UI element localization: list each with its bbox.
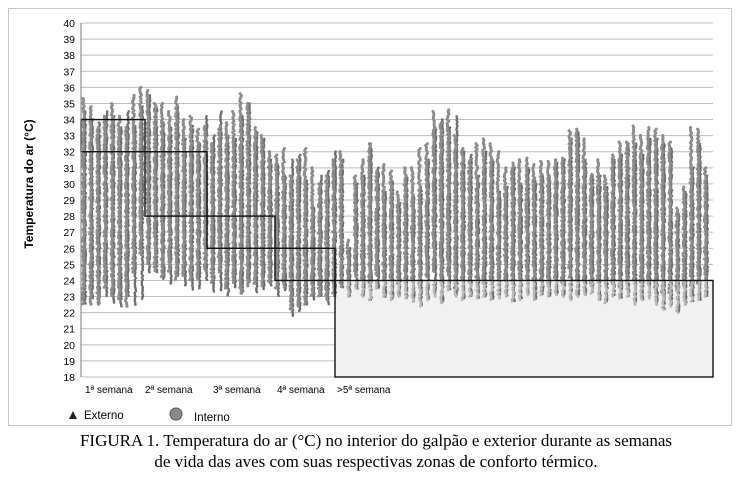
externo-column-12-point (162, 277, 165, 280)
externo-column-16-point (192, 288, 195, 291)
externo-column-20-point (220, 289, 223, 292)
externo-column-8-point (134, 303, 137, 306)
externo-column-4-point (105, 295, 108, 298)
externo-column-15-point (184, 284, 187, 287)
externo-column-5-point (113, 301, 116, 304)
chart-svg (9, 9, 731, 425)
externo-column-18-point (206, 278, 209, 281)
externo-column-35-point (328, 303, 331, 306)
externo-column-33-point (313, 298, 316, 301)
externo-column-30-point (292, 314, 295, 317)
externo-column-6-point (120, 305, 123, 308)
externo-column-29-point (284, 289, 287, 292)
externo-column-25-point (256, 291, 259, 294)
externo-column-31-point (298, 309, 301, 312)
externo-column-10-point (148, 271, 151, 274)
externo-column-22-point (234, 286, 237, 289)
externo-column-19-point (213, 290, 216, 293)
externo-column-9-point (141, 297, 144, 300)
externo-column-61-point (513, 300, 516, 303)
externo-column-13-point (169, 282, 172, 285)
externo-column-17-point (198, 287, 201, 290)
externo-column-21-point (226, 294, 229, 297)
externo-column-28-point (277, 294, 280, 297)
externo-column-26-point (262, 288, 265, 291)
chart-frame (8, 8, 732, 426)
